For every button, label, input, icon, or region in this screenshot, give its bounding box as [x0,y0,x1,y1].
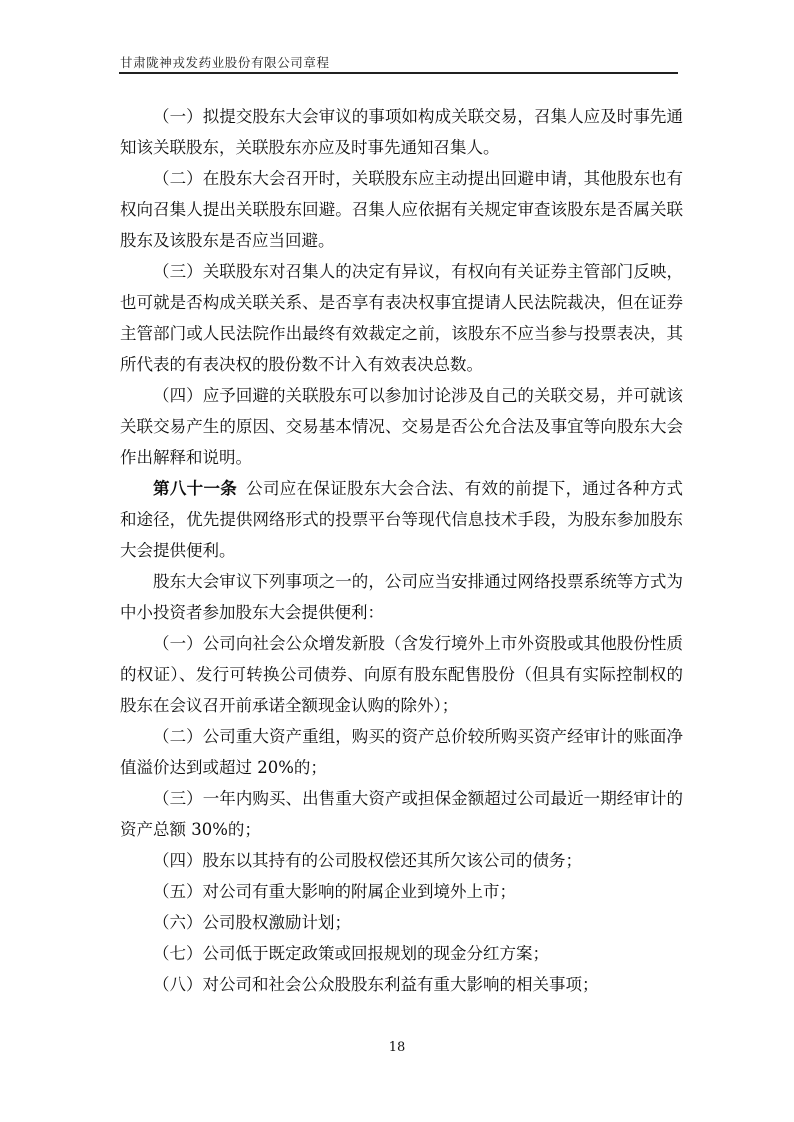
clause-item-2: （二）在股东大会召开时，关联股东应主动提出回避申请，其他股东也有权向召集人提出关联股东回避。召集人应依据有关规定审查该股东是否属关联股东及该股东是否应当回避。 [120,169,683,250]
clause-item-4: （四）应予回避的关联股东可以参加讨论涉及自己的关联交易，并可就该关联交易产生的原因、交易基本情况、交易是否公允合法及事宜等向股东大会作出解释和说明。 [120,386,683,467]
list-item-1: （一）公司向社会公众增发新股（含发行境外上市外资股或其他股份性质的权证）、发行可转换公司债券、向原有股东配售股份（但具有实际控制权的股东在会议召开前承诺全额现金认购的除外）； [120,634,683,715]
intro-paragraph: 股东大会审议下列事项之一的，公司应当安排通过网络投票系统等方式为中小投资者参加股东大会提供便利： [120,572,683,622]
list-item-2: （二）公司重大资产重组，购买的资产总价较所购买资产经审计的账面净值溢价达到或超过 20%的； [120,727,683,777]
clause-item-3: （三）关联股东对召集人的决定有异议，有权向有关证券主管部门反映，也可就是否构成关联关系、是否享有表决权事宜提请人民法院裁决，但在证券主管部门或人民法院作出最终有效裁定之前，该股东不应当参与投票表决，其所代表的有表决权的股份数不计入有效表决总数。 [120,262,683,374]
list-item-6: （六）公司股权激励计划； [153,913,351,932]
page-header-title: 甘肃陇神戎发药业股份有限公司章程 [120,55,330,70]
list-item-7: （七）公司低于既定政策或回报规划的现金分红方案； [153,944,549,963]
article-81-number: 第八十一条 [153,479,238,498]
clause-item-1: （一）拟提交股东大会审议的事项如构成关联交易，召集人应及时事先通知该关联股东，关联股东亦应及时事先通知召集人。 [120,107,683,157]
article-81-text: 公司应在保证股东大会合法、有效的前提下，通过各种方式和途径，优先提供网络形式的投票平台等现代信息技术手段，为股东参加股东大会提供便利。 [120,479,684,560]
document-body [120,101,683,1000]
header-divider [119,72,678,74]
list-item-4: （四）股东以其持有的公司股权偿还其所欠该公司的债务； [153,851,582,870]
list-item-8: （八）对公司和社会公众股股东利益有重大影响的相关事项； [153,975,599,994]
list-item-5: （五）对公司有重大影响的附属企业到境外上市； [153,882,516,901]
page-number: 18 [388,1040,406,1055]
list-item-3: （三）一年内购买、出售重大资产或担保金额超过公司最近一期经审计的资产总额 30%的； [120,789,683,839]
article-81-paragraph [120,473,683,566]
